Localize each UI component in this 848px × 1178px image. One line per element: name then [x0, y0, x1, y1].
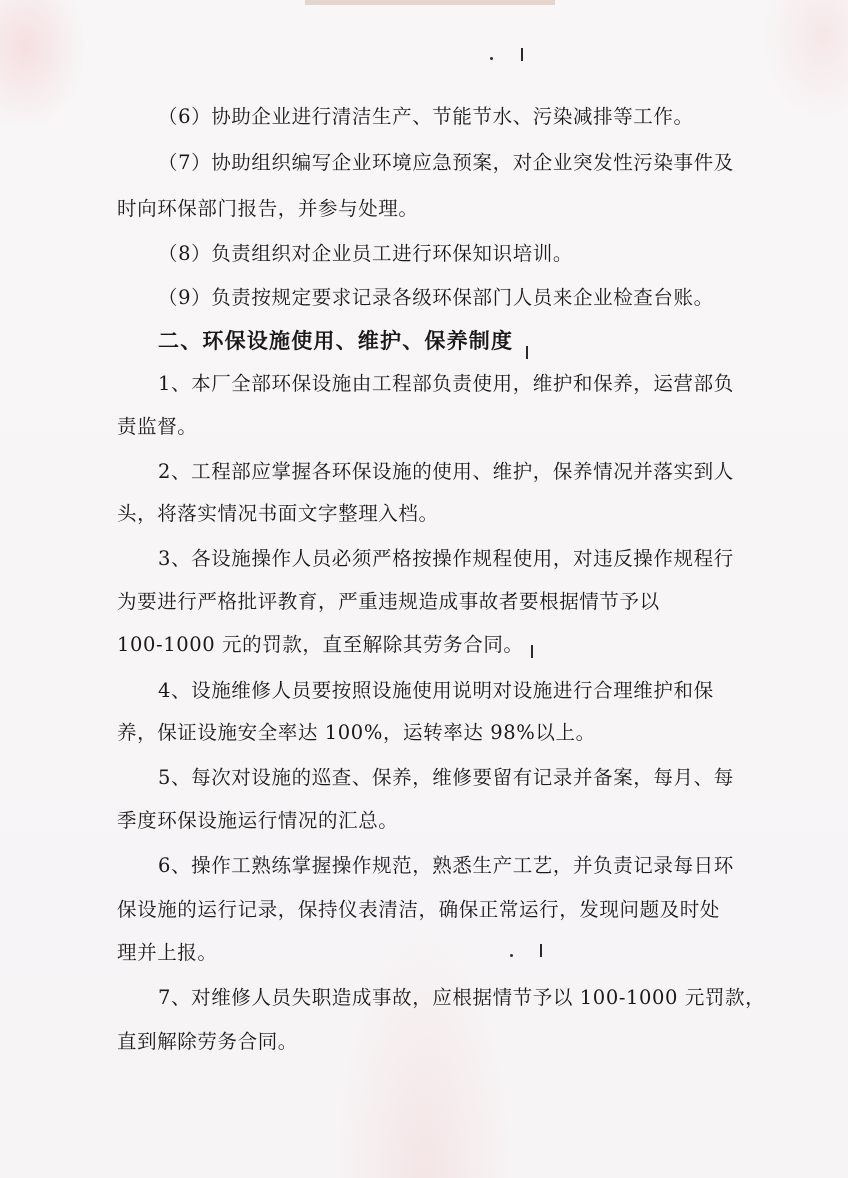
rule-3-cont-2: 100-1000 元的罚款，直至解除其劳务合同。: [117, 633, 524, 656]
rule-5-cont: 季度环保设施运行情况的汇总。: [117, 809, 399, 832]
scan-mark: [526, 346, 528, 359]
duty-item-7-cont: 时向环保部门报告，并参与处理。: [117, 197, 419, 220]
rule-5: 5、每次对设施的巡查、保养，维修要留有记录并备案，每月、每: [158, 766, 734, 789]
rule-1: 1、本厂全部环保设施由工程部负责使用，维护和保养，运营部负: [158, 372, 734, 395]
rule-6-cont-2: 理并上报。: [117, 941, 218, 964]
rule-1-cont: 责监督。: [117, 415, 198, 438]
duty-item-6: （6）协助企业进行清洁生产、节能节水、污染减排等工作。: [158, 105, 694, 128]
rule-4: 4、设施维修人员要按照设施使用说明对设施进行合理维护和保: [158, 679, 714, 702]
section-heading: 二、环保设施使用、维护、保养制度: [158, 328, 514, 353]
scan-mark: [521, 48, 523, 61]
rule-6-cont: 保设施的运行记录，保持仪表清洁，确保正常运行，发现问题及时处: [117, 898, 721, 921]
rule-4-cont: 养，保证设施安全率达 100%，运转率达 98%以上。: [117, 721, 596, 744]
duty-item-7: （7）协助组织编写企业环境应急预案，对企业突发性污染事件及: [158, 151, 734, 174]
rule-3: 3、各设施操作人员必须严格按操作规程使用，对违反操作规程行: [158, 547, 734, 570]
scan-mark: [540, 944, 542, 957]
rule-2: 2、工程部应掌握各环保设施的使用、维护，保养情况并落实到人: [158, 460, 734, 483]
scan-mark: [531, 645, 533, 658]
rule-3-cont: 为要进行严格批评教育，严重违规造成事故者要根据情节予以: [117, 590, 660, 613]
rule-6: 6、操作工熟练掌握操作规范，熟悉生产工艺，并负责记录每日环: [158, 854, 734, 877]
duty-item-8: （8）负责组织对企业员工进行环保知识培训。: [158, 242, 574, 265]
scan-speck: [510, 954, 513, 957]
duty-item-9: （9）负责按规定要求记录各级环保部门人员来企业检查台账。: [158, 286, 714, 309]
rule-7-cont: 直到解除劳务合同。: [117, 1030, 298, 1053]
rule-7: 7、对维修人员失职造成事故，应根据情节予以 100-1000 元罚款，: [158, 986, 766, 1009]
paper-scrap: [305, 0, 555, 5]
scan-speck: [490, 57, 493, 60]
rule-2-cont: 头，将落实情况书面文字整理入档。: [117, 502, 439, 525]
